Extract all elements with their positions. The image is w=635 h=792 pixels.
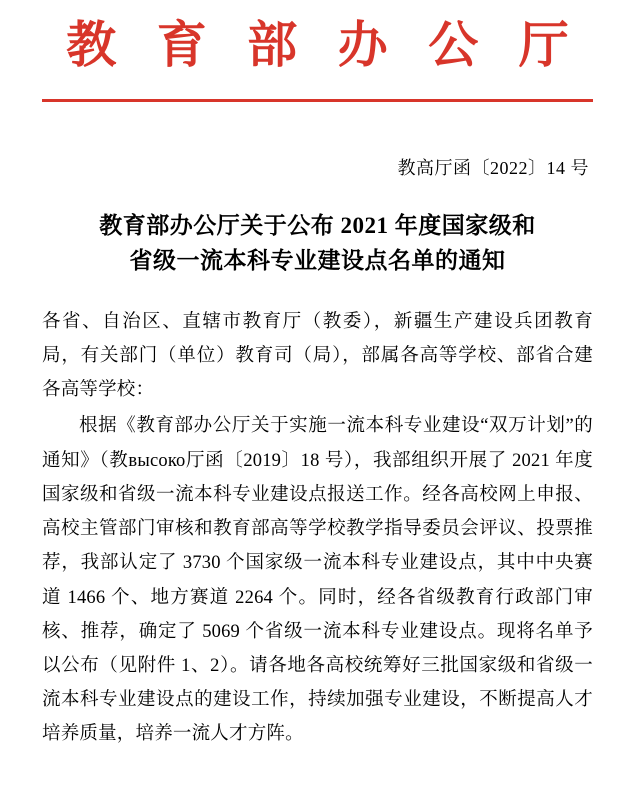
letterhead-organization: 教 育 部 办 公 厅 (66, 17, 583, 73)
letterhead (42, 0, 593, 102)
document-title-line-1: 教育部办公厅关于公布 2021 年度国家级和 (99, 212, 536, 238)
document-number: 教高厅函〔2022〕14 号 (397, 157, 589, 178)
document-body (42, 305, 593, 752)
document-title (42, 208, 593, 279)
body-paragraph-1: 根据《教育部办公厅关于实施一流本科专业建设“双万计划”的通知》（教высоко厅函〔2019〕18 号），我部组织开展了 2021 年度国家级和省级一流本科专业建设点报送工作。经各高校网上申报、高校主管部门审核和教育部高等学校教学指导委员会评议、投票推荐，我部认定了 3730 个国家级一流本科专业建设点，其中中央赛道 1466 个、地方赛道 2264 个。同时，经各省级教育行政部门审核、推荐，确定了 5069 个省级一流本科专业建设点。现将名单予以公布（见附件 1、2）。请各地各高校统筹好三批国家级和省级一流本科专业建设点的建设工作，持续加强专业建设，不断提高人才培养质量，培养一流人才方阵。 (42, 416, 593, 745)
document-title-line-2: 省级一流本科专业建设点名单的通知 (129, 248, 506, 274)
letterhead-divider (42, 99, 593, 102)
body-paragraph-salutation: 各省、自治区、直辖市教育厅（教委），新疆生产建设兵团教育局，有关部门（单位）教育司（局），部属各高等学校、部省合建各高等学校： (42, 311, 593, 401)
